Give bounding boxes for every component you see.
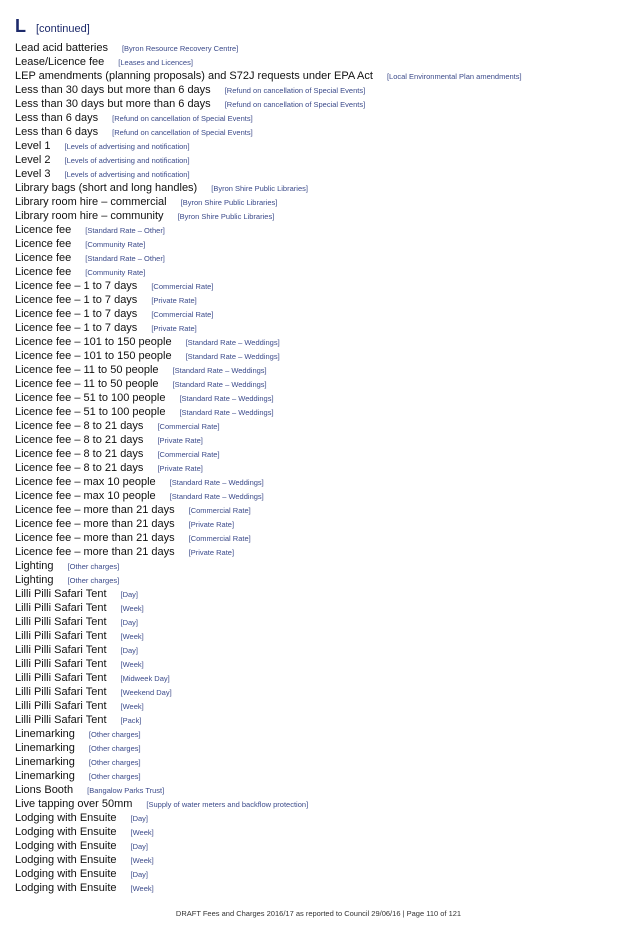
index-row: [15, 404, 630, 418]
index-row: [15, 614, 630, 628]
index-row: [15, 68, 630, 82]
index-item-name: Level 3: [15, 168, 51, 180]
index-row: [15, 544, 630, 558]
index-row: [15, 754, 630, 768]
index-item-name: Lodging with Ensuite: [15, 868, 117, 880]
index-item-name: Lighting: [15, 574, 54, 586]
index-item-name: Licence fee: [15, 252, 72, 264]
index-item-name: Lilli Pilli Safari Tent: [15, 714, 107, 726]
index-row: [15, 558, 630, 572]
section-letter: L: [15, 16, 26, 36]
index-item-category: [Levels of advertising and notification]: [64, 170, 190, 179]
index-item-category: [Private Rate]: [188, 520, 235, 529]
index-row: [15, 124, 630, 138]
index-item-category: [Levels of advertising and notification]: [64, 142, 190, 151]
index-item-category: [Day]: [120, 590, 139, 599]
index-item-category: [Byron Shire Public Libraries]: [177, 212, 275, 221]
index-item-name: Lilli Pilli Safari Tent: [15, 672, 107, 684]
index-row: [15, 796, 630, 810]
index-item-name: Licence fee – more than 21 days: [15, 518, 175, 530]
index-item-category: [Day]: [130, 842, 149, 851]
index-item-name: Lions Booth: [15, 784, 74, 796]
index-item-name: Licence fee – 11 to 50 people: [15, 378, 159, 390]
index-item-category: [Leases and Licences]: [118, 58, 193, 67]
index-row: [15, 698, 630, 712]
index-item-category: [Day]: [120, 646, 139, 655]
index-row: [15, 250, 630, 264]
index-item-category: [Private Rate]: [151, 296, 197, 305]
continued-label: [continued]: [36, 23, 90, 35]
index-row: [15, 222, 630, 236]
index-item-name: Licence fee: [15, 224, 72, 236]
index-row: [15, 418, 630, 432]
index-item-name: Lead acid batteries: [15, 42, 108, 54]
index-item-category: [Refund on cancellation of Special Events]: [224, 86, 366, 95]
index-row: [15, 782, 630, 796]
index-row: [15, 152, 630, 166]
index-item-category: [Standard Rate – Weddings]: [169, 478, 264, 487]
index-item-category: [Local Environmental Plan amendments]: [386, 72, 522, 81]
index-item-category: [Other charges]: [88, 744, 141, 753]
index-row: [15, 40, 630, 54]
index-row: [15, 180, 630, 194]
index-row: [15, 278, 630, 292]
index-row: [15, 712, 630, 726]
index-row: [15, 236, 630, 250]
index-row: [15, 446, 630, 460]
index-item-name: Lodging with Ensuite: [15, 826, 117, 838]
index-row: [15, 600, 630, 614]
index-row: [15, 726, 630, 740]
index-row: [15, 390, 630, 404]
index-item-name: Linemarking: [15, 742, 75, 754]
index-item-name: Linemarking: [15, 728, 75, 740]
index-item-category: [Commercial Rate]: [151, 310, 214, 319]
index-item-category: [Pack]: [120, 716, 142, 725]
index-item-category: [Refund on cancellation of Special Events]: [224, 100, 366, 109]
index-row: [15, 740, 630, 754]
index-row: [15, 320, 630, 334]
index-row: [15, 460, 630, 474]
index-item-name: Licence fee – more than 21 days: [15, 546, 175, 558]
index-item-name: Less than 6 days: [15, 126, 99, 138]
index-item-category: [Midweek Day]: [120, 674, 170, 683]
index-item-category: [Byron Resource Recovery Centre]: [121, 44, 239, 53]
index-item-category: [Levels of advertising and notification]: [64, 156, 190, 165]
index-item-category: [Commercial Rate]: [151, 282, 214, 291]
index-item-name: Licence fee – 1 to 7 days: [15, 322, 138, 334]
index-item-category: [Other charges]: [67, 562, 120, 571]
index-item-category: [Week]: [120, 604, 144, 613]
index-item-category: [Standard Rate – Other]: [85, 254, 165, 263]
index-item-name: Lilli Pilli Safari Tent: [15, 644, 107, 656]
index-item-name: Lodging with Ensuite: [15, 812, 117, 824]
index-item-category: [Standard Rate – Weddings]: [172, 380, 267, 389]
index-row: [15, 502, 630, 516]
index-item-category: [Standard Rate – Weddings]: [179, 408, 274, 417]
index-row: [15, 208, 630, 222]
index-item-category: [Community Rate]: [85, 268, 146, 277]
index-item-category: [Other charges]: [88, 730, 141, 739]
index-row: [15, 488, 630, 502]
index-item-category: [Byron Shire Public Libraries]: [211, 184, 308, 193]
index-item-category: [Supply of water meters and backflow protection]: [146, 800, 309, 809]
index-row: [15, 866, 630, 880]
index-row: [15, 362, 630, 376]
index-row: [15, 292, 630, 306]
index-item-category: [Commercial Rate]: [157, 450, 220, 459]
index-item-name: Lilli Pilli Safari Tent: [15, 700, 107, 712]
index-item-category: [Refund on cancellation of Special Events]: [112, 114, 253, 123]
index-row: [15, 306, 630, 320]
index-row: [15, 110, 630, 124]
index-item-name: Licence fee: [15, 266, 72, 278]
index-item-name: Licence fee – 11 to 50 people: [15, 364, 159, 376]
index-item-name: Licence fee – 1 to 7 days: [15, 294, 138, 306]
index-item-category: [Other charges]: [88, 758, 141, 767]
index-row: [15, 166, 630, 180]
index-item-name: Linemarking: [15, 770, 75, 782]
index-item-category: [Standard Rate – Weddings]: [185, 338, 280, 347]
index-item-category: [Standard Rate – Other]: [85, 226, 165, 235]
index-item-name: Licence fee: [15, 238, 72, 250]
index-row: [15, 628, 630, 642]
index-item-name: Licence fee – 1 to 7 days: [15, 280, 138, 292]
index-item-category: [Standard Rate – Weddings]: [172, 366, 267, 375]
index-item-name: LEP amendments (planning proposals) and S72J requests under EPA Act: [15, 70, 373, 82]
index-item-category: [Week]: [130, 828, 154, 837]
index-item-category: [Commercial Rate]: [188, 506, 251, 515]
index-item-category: [Bangalow Parks Trust]: [87, 786, 165, 795]
index-item-name: Live tapping over 50mm: [15, 798, 133, 810]
page-footer: DRAFT Fees and Charges 2016/17 as reported to Council 29/06/16 | Page 110 of 121: [175, 909, 462, 918]
index-row: [15, 82, 630, 96]
index-row: [15, 810, 630, 824]
index-row: [15, 138, 630, 152]
index-item-name: Library room hire – commercial: [15, 196, 167, 208]
index-item-category: [Standard Rate – Weddings]: [169, 492, 264, 501]
index-row: [15, 880, 630, 894]
index-item-category: [Commercial Rate]: [188, 534, 251, 543]
index-item-name: Library bags (short and long handles): [15, 182, 198, 194]
index-row: [15, 656, 630, 670]
index-item-category: [Day]: [130, 870, 149, 879]
index-item-category: [Private Rate]: [157, 436, 203, 445]
index-item-category: [Private Rate]: [151, 324, 197, 333]
index-row: [15, 194, 630, 208]
index-item-name: Level 1: [15, 140, 51, 152]
index-row: [15, 54, 630, 68]
index-item-name: Licence fee – more than 21 days: [15, 532, 175, 544]
index-item-name: Lilli Pilli Safari Tent: [15, 630, 107, 642]
index-row: [15, 852, 630, 866]
index-item-name: Lease/Licence fee: [15, 56, 105, 68]
index-item-name: Lilli Pilli Safari Tent: [15, 686, 107, 698]
section-header: [15, 16, 90, 36]
index-entries: [15, 40, 630, 894]
index-row: [15, 530, 630, 544]
index-item-name: Less than 6 days: [15, 112, 99, 124]
index-item-category: [Byron Shire Public Libraries]: [180, 198, 278, 207]
index-row: [15, 586, 630, 600]
index-row: [15, 334, 630, 348]
index-row: [15, 824, 630, 838]
index-row: [15, 264, 630, 278]
index-item-name: Licence fee – 51 to 100 people: [15, 406, 166, 418]
index-item-name: Lodging with Ensuite: [15, 854, 117, 866]
index-item-name: Level 2: [15, 154, 51, 166]
index-item-name: Less than 30 days but more than 6 days: [15, 84, 211, 96]
index-item-name: Licence fee – 8 to 21 days: [15, 462, 144, 474]
index-item-category: [Other charges]: [88, 772, 141, 781]
index-item-name: Lodging with Ensuite: [15, 882, 117, 894]
index-item-name: Licence fee – 8 to 21 days: [15, 448, 144, 460]
index-row: [15, 516, 630, 530]
index-item-category: [Refund on cancellation of Special Events]: [112, 128, 253, 137]
index-row: [15, 96, 630, 110]
index-item-name: Licence fee – 101 to 150 people: [15, 350, 172, 362]
index-item-category: [Private Rate]: [188, 548, 235, 557]
index-item-category: [Other charges]: [67, 576, 120, 585]
index-item-category: [Standard Rate – Weddings]: [185, 352, 280, 361]
index-row: [15, 474, 630, 488]
index-row: [15, 684, 630, 698]
index-item-name: Licence fee – more than 21 days: [15, 504, 175, 516]
index-item-name: Library room hire – community: [15, 210, 164, 222]
index-item-name: Licence fee – 1 to 7 days: [15, 308, 138, 320]
index-item-name: Linemarking: [15, 756, 75, 768]
index-item-category: [Community Rate]: [85, 240, 146, 249]
index-row: [15, 670, 630, 684]
index-item-category: [Private Rate]: [157, 464, 203, 473]
index-item-category: [Commercial Rate]: [157, 422, 220, 431]
index-item-category: [Weekend Day]: [120, 688, 172, 697]
index-row: [15, 348, 630, 362]
index-item-name: Licence fee – 101 to 150 people: [15, 336, 172, 348]
index-item-category: [Week]: [130, 884, 154, 893]
index-item-category: [Day]: [120, 618, 139, 627]
index-item-name: Lilli Pilli Safari Tent: [15, 588, 107, 600]
index-item-category: [Week]: [120, 660, 144, 669]
index-item-name: Licence fee – max 10 people: [15, 490, 156, 502]
index-item-name: Lilli Pilli Safari Tent: [15, 616, 107, 628]
index-item-name: Licence fee – 51 to 100 people: [15, 392, 166, 404]
index-item-category: [Standard Rate – Weddings]: [179, 394, 274, 403]
index-item-name: Lodging with Ensuite: [15, 840, 117, 852]
index-item-category: [Week]: [130, 856, 154, 865]
index-row: [15, 768, 630, 782]
index-row: [15, 642, 630, 656]
index-row: [15, 572, 630, 586]
index-item-name: Lilli Pilli Safari Tent: [15, 658, 107, 670]
index-item-category: [Week]: [120, 702, 144, 711]
index-row: [15, 838, 630, 852]
index-item-name: Licence fee – 8 to 21 days: [15, 434, 144, 446]
index-item-category: [Day]: [130, 814, 149, 823]
index-item-name: Less than 30 days but more than 6 days: [15, 98, 211, 110]
index-item-name: Lighting: [15, 560, 54, 572]
index-row: [15, 432, 630, 446]
index-item-name: Licence fee – 8 to 21 days: [15, 420, 144, 432]
index-item-name: Lilli Pilli Safari Tent: [15, 602, 107, 614]
index-item-category: [Week]: [120, 632, 144, 641]
index-row: [15, 376, 630, 390]
index-item-name: Licence fee – max 10 people: [15, 476, 156, 488]
